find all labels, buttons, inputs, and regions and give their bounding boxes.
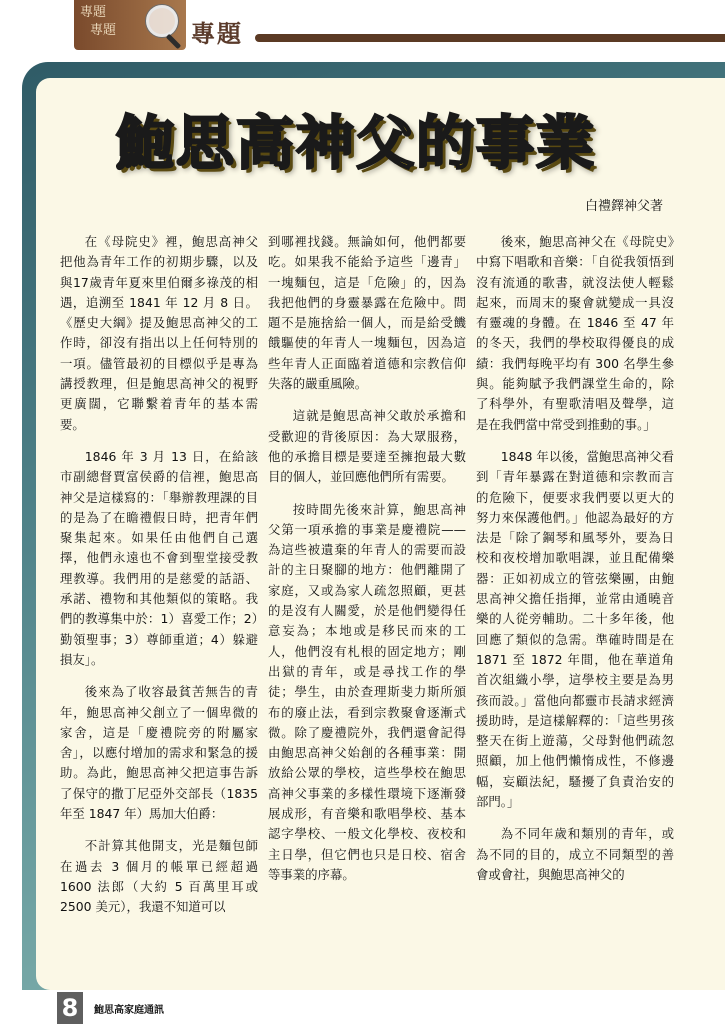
logo-text-bottom: 專題: [90, 23, 117, 38]
paragraph: 1848 年以後，當鮑思高神父看到「青年暴露在對道德和宗教而言的危險下，便要求我們要以更大的努力來保護他們。」他認為最好的方法是「除了鋼琴和風琴外，要為日校和夜校增加歌唱課，並且配備樂器：正如初成立的管弦樂團，由鮑思高神父擔任指揮，並常由通曉音樂的人從旁輔助。二十多年後，他回應了類似的急需。準確時間是在 1871 至 1872 年間，他在華道角首次組織小學，這學校主要是為男孩而設。」當他向都靈市長請求經濟援助時，是這樣解釋的：「這些男孩整天在街上遊蕩，父母對他們疏忽照顧，加上他們懶惰成性，不修邊幅，妄顧法紀，騷擾了負責治安的部門。」: [476, 448, 674, 810]
page-number: 8: [57, 992, 83, 1024]
publication-name: 鮑思高家庭通訊: [94, 1005, 164, 1016]
paragraph: 在《母院史》裡，鮑思高神父把他為青年工作的初期步驟，以及與17歲青年夏來里伯爾多祿茂的相遇，追溯至 1841 年 12 月 8 日。《歷史大綱》提及鮑思高神父的工作時，卻沒有指出以上任何特別的一項。儘管最初的目標似乎是專為講授教理，但是鮑思高神父的視野更廣闊，它聯繫着青年的基本需要。: [60, 234, 258, 432]
header-divider: [255, 34, 725, 42]
paragraph: 按時間先後來計算，鮑思高神父第一項承擔的事業是慶禮院——為這些被遺棄的年青人的需要而設計的主日聚腳的地方：他們離開了家庭，又或為家人疏忽照顧，更甚的是沒有人關愛，於是他們變得任意妄為；本地或是移民而來的工人，他們沒有札根的固定地方；剛出獄的青年，或是尋找工作的學徒；學生，由於查理斯斐力斯所頒布的廢止法，看到宗教聚會逐漸式微。除了慶禮院外，我們還會記得由鮑思高神父始創的各種事業：開放給公眾的學校，這些學校在鮑思高神父事業的多樣性環境下逐漸發展成形，有音樂和歌唱學校、基本認字學校、一般文化學校、夜校和主日學，但它們也只是日校、宿舍等事業的序幕。: [268, 501, 466, 882]
paragraph: 1846 年 3 月 13 日，在給該市副總督賈富侯爵的信裡，鮑思高神父是這樣寫的：「舉辦教理課的目的是為了在瞻禮假日時，把青年們聚集起來。如果任由他們自己選擇，他們永遠也不會到聖堂接受教理教導。我們用的是慈愛的話語、承諾、禮物和其他類似的策略。我們的教導集中於：1）喜愛工作；2）勤領聖事；3）尊師重道；4）躲避損友」。: [60, 448, 258, 667]
paragraph: 不計算其他開支，光是麵包師在過去 3 個月的帳單已經超過 1600 法郎（大約 5 百萬里耳或 2500 美元），我還不知道可以: [60, 838, 258, 915]
paragraph: 為不同年歲和類別的青年，或為不同的目的，成立不同類型的善會或會社，與鮑思高神父的: [476, 826, 674, 882]
paragraph: 這就是鮑思高神父敢於承擔和受歡迎的背後原因：為大眾服務，他的承擔目標是要達至擁抱最大數目的個人，並回應他們所有需要。: [268, 408, 466, 485]
article-byline: 白禮鐸神父著: [584, 199, 663, 214]
paragraph: 到哪裡找錢。無論如何，他們都要吃。如果我不能給予這些「邊青」一塊麵包，這是「危險」的，因為我把他們的身靈暴露在危險中。問題不是施捨給一個人，而是給受饑餓驅使的年青人一塊麵包，因為這些年青人正面臨着道德和宗教信仰失落的嚴重風險。: [268, 234, 466, 392]
article-column-3: [476, 232, 674, 952]
logo-text-top: 專題: [80, 5, 107, 20]
article-title: 鮑思高神父的事業: [115, 109, 596, 177]
article-column-1: [60, 232, 258, 952]
paragraph: 後來為了收容最貧苦無告的青年，鮑思高神父創立了一個卑微的家舍，這是「慶禮院旁的附屬家舍」，以應付增加的需求和緊急的援助。為此，鮑思高神父把這事告訴了保守的撒丁尼亞外交部長（1835 年至 1847 年）馬加大伯爵：: [60, 684, 258, 822]
paragraph: 後來，鮑思高神父在《母院史》中寫下唱歌和音樂：「自從我領悟到沒有流通的歌書，就沒法使人輕鬆起來，而周末的聚會就變成一具沒有靈魂的身體。在 1846 至 47 年的冬天，我們的學校取得優良的成績：我們每晚平均有 300 名學生參與。能夠賦予我們課堂生命的，除了科學外，有聖歌清唱及聲學，這是在我們當中常受到推動的事。」: [476, 234, 674, 432]
section-label: 專題: [191, 20, 243, 48]
magnifier-icon: [146, 5, 178, 37]
article-column-2: [268, 232, 466, 952]
